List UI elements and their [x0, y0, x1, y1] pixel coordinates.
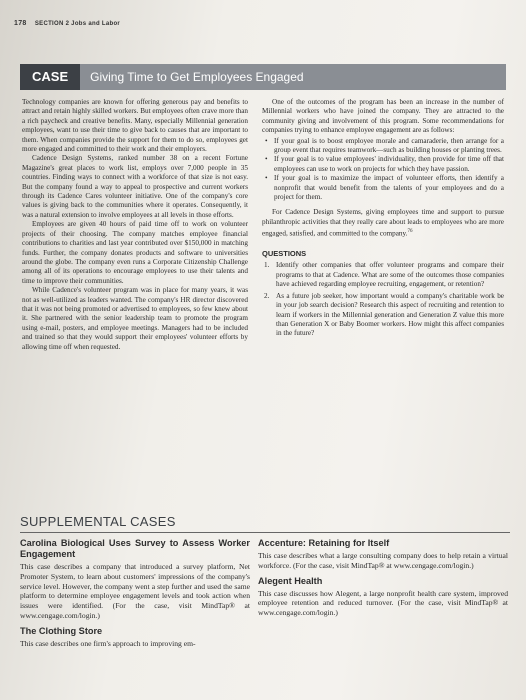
question-item: [264, 291, 504, 339]
supplemental-heading: SUPPLEMENTAL CASES: [20, 514, 176, 529]
question-text: Identify other companies that offer volunteer programs and compare their programs to that at Cadence. What are some of the outcomes those companies have achieved regarding employee recruiting, engagement, or retention?: [276, 261, 504, 289]
question-item: [264, 261, 504, 289]
case-right-column: [262, 98, 504, 341]
recommendation-list: [262, 137, 504, 203]
questions-heading: QUESTIONS: [262, 249, 307, 259]
supplemental-left-column: [20, 538, 250, 654]
supplemental-divider: [20, 532, 510, 533]
case-paragraph: One of the outcomes of the program has been an increase in the number of Millennial workers who have joined the company. They are attracted to the community giving and involvement of this program. Some recommendations for companies trying to enhance employee engagement are as follows:: [262, 98, 504, 135]
recommendation-item: • If your goal is to maximize the impact of volunteer efforts, then identify a nonprofit that would benefit from the talents of your employees and do a project for them.: [274, 174, 504, 202]
question-number: 2.: [264, 291, 270, 300]
supplemental-case-title: Accenture: Retaining for Itself: [258, 538, 390, 548]
case-paragraph: Technology companies are known for offering generous pay and benefits to attract and retain highly skilled workers. But employees often crave more than a rich paycheck and creative benefits. Many, especially Millennial generation employees, want to use their time to give back to causes that are important to them. When companies provide the support for them to do so, employees get more engaged and committed to their work and their employers.: [22, 98, 248, 154]
question-number: 1.: [264, 261, 270, 270]
supplemental-case-text: This case discusses how Alegent, a large nonprofit health care system, improved employee retention and reduced turnover. (For the case, visit MindTap® at www.cengage.com/login.): [258, 588, 508, 618]
supplemental-case-text: This case describes one firm's approach to improving em-: [20, 638, 196, 648]
case-left-column: [22, 98, 248, 352]
case-banner: [20, 64, 506, 90]
supplemental-case-text: This case describes what a large consulting company does to help retain a virtual workforce. (For the case, visit MindTap® at www.cengage.com/login.): [258, 551, 508, 570]
recommendation-item: • If your goal is to boost employee morale and camaraderie, then arrange for a group event that requires teamwork—such as building houses or planting trees.: [274, 137, 504, 156]
case-title: Giving Time to Get Employees Engaged: [90, 70, 304, 84]
endnote-marker: 76: [407, 229, 413, 235]
case-label: CASE: [20, 64, 80, 90]
case-paragraph: Cadence Design Systems, ranked number 38 on a recent Fortune Magazine's great places to work list, employs over 7,000 people in 35 countries. Finding ways to connect with a workforce of that size is not easy. But the company found a way to appeal to prospective and current workers through its Cadence Cares volunteer initiative. One of the company's core values is giving back to the communities where it operates. Consequently, it was a natural extension to involve employees at all levels in those efforts.: [22, 154, 248, 219]
page-number: 178: [14, 20, 27, 27]
closing-text: For Cadence Design Systems, giving employees time and support to pursue philanthropic activities that they really care about leads to employees who are more engaged, satisfied, and committed to the company.: [262, 208, 504, 238]
supplemental-case-text: This case describes a company that introduced a survey platform, Net Promoter System, to learn about customers' impressions of the company's service level. However, the company went a step further and used the same platform to determine employee engagement levels and took action when issues were identified. (For the case, visit MindTap® at www.cengage.com/login.): [20, 562, 250, 620]
case-closing-paragraph: [262, 208, 504, 239]
running-head: [14, 20, 120, 27]
supplemental-case-title: The Clothing Store: [20, 625, 103, 636]
recommendation-item: • If your goal is to value employees' individuality, then provide for time off that employees can use to work on projects for which they have passion.: [274, 155, 504, 174]
case-paragraph: Employees are given 40 hours of paid time off to work on volunteer projects of their choosing. The company matches employee financial contributions to charities and last year contributed over $150,000 in matching funds. Further, the company donates products and software to universities around the globe. The company even runs a Corporate Citizenship Challenge among all of its operations to encourage employees to use their talents and time to improve their communities.: [22, 220, 248, 285]
case-paragraph: While Cadence's volunteer program was in place for many years, it was not as well-utilized as leaders wanted. The company's HR director discovered that it was not being promoted or advertised to employees, so few knew about it. She partnered with the senior leadership team to promote the program using e-mail, posters, and employee meetings. Managers had to be included and trained so that they would support their employees' volunteer efforts by allowing time off when requested.: [22, 286, 248, 351]
supplemental-case-title: Alegent Health: [258, 575, 323, 586]
section-label: SECTION 2 Jobs and Labor: [34, 21, 121, 27]
questions-list: [262, 261, 504, 338]
supplemental-case-title: Carolina Biological Uses Survey to Assess Worker Engagement: [20, 538, 250, 559]
supplemental-right-column: [258, 538, 508, 623]
question-text: As a future job seeker, how important would a company's charitable work be in your job search decision? Research this aspect of recruiting and retention to learn if workers in the Millennial generation and Generation Z value this more than Generation X or Baby Boomer workers. How might this affect companies in the future?: [276, 291, 504, 338]
